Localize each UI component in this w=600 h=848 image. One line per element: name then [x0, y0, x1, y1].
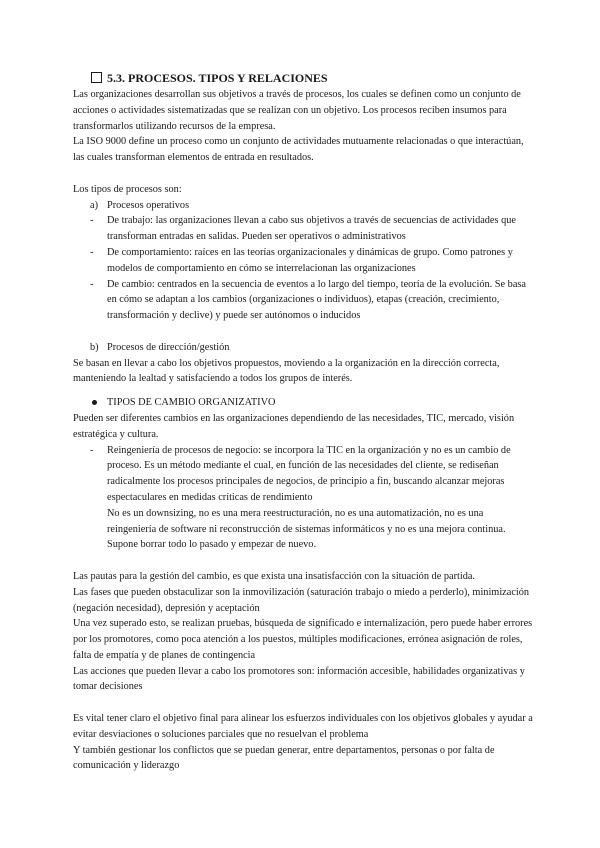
gestion-paragraph-1: Las pautas para la gestión del cambio, es que exista una insatisfacción con la situación de partida.: [73, 570, 476, 582]
dash-item-text: Reingeniería de procesos de negocio: se incorpora la TIC en la organización y no es un cambio de proceso. Es un método mediante el cual, en función de las necesidades del cliente, se rediseñan radicalmente los procesos principales de negocios, de principio a fin, buscando alcanzar mejoras espectaculares en medidas críticas de rendimiento: [107, 444, 511, 503]
dash-item-cambio: [73, 277, 535, 324]
gestion-paragraph-3: Una vez superado esto, se realizan pruebas, búsqueda de significado e internalización, pero puede haber errores por los promotores, como poca atención a los puestos, múltiples modificaciones, errónea asignación de roles, falta de empatía y de planes de contingencia: [73, 618, 533, 661]
gestion-paragraph-4: Las acciones que pueden llevar a cabo los promotores son: información accesible, habilidades organizativas y tomar decisiones: [73, 665, 525, 693]
document-page: [73, 70, 535, 774]
section-title: [91, 70, 535, 87]
list-item-b-label: Procesos de dirección/gestión: [107, 341, 230, 353]
cambio-intro: Pueden ser diferentes cambios en las organizaciones dependiendo de las necesidades, TIC, mercado, visión estratégica y cultura.: [73, 412, 515, 440]
dash-item-text: De comportamiento: raíces en las teorías organizacionales y dinámicas de grupo. Como patrones y modelos de comportamiento en cómo se interrelacionan las organizaciones: [107, 246, 513, 274]
section-title-text: 5.3. PROCESOS. TIPOS Y RELACIONES: [107, 71, 328, 85]
dash-item-reingenieria: [73, 443, 535, 506]
dash-item-trabajo: [73, 213, 535, 245]
list-marker-b: b): [90, 341, 99, 353]
dash-marker: -: [90, 215, 94, 227]
list-item-a: [73, 198, 535, 214]
reingenieria-continuation: No es un downsizing, no es una mera reestructuración, no es una automatización, no es una reingeniería de software ni reconstrucción de sistemas informáticos y no es una mejora continua. Supone borrar todo lo pasado y empezar de nuevo.: [107, 507, 506, 551]
dash-item-text: De trabajo: las organizaciones llevan a cabo sus objetivos a través de secuencias de actividades que transforman entradas en salidas. Pueden ser operativos o administrativos: [107, 215, 516, 243]
final-paragraph-1: Es vital tener claro el objetivo final para alinear los esfuerzos individuales con los objetivos globales y ayudar a evitar desviaciones o soluciones parciales que no resuelvan el problema: [73, 713, 533, 740]
dash-item-comportamiento: [73, 245, 535, 277]
list-item-a-label: Procesos operativos: [107, 199, 190, 211]
direccion-paragraph: Se basan en llevar a cabo los objetivos propuestos, moviendo a la organización en la dirección correcta, manteniendo la lealtad y satisfaciendo a todos los grupos de interés.: [73, 357, 500, 385]
intro-paragraph-2: La ISO 9000 define un proceso como un conjunto de actividades mutuamente relacionadas o que interactúan, las cuales transforman elementos de entrada en resultados.: [73, 136, 524, 164]
cambio-heading: TIPOS DE CAMBIO ORGANIZATIVO: [107, 397, 276, 409]
final-paragraph-2: Y también gestionar los conflictos que se puedan generar, entre departamentos, personas o por falta de comunicación y liderazgo: [73, 744, 495, 772]
tipos-heading: Los tipos de procesos son:: [73, 183, 182, 195]
dash-marker: -: [90, 444, 94, 456]
bullet-icon: [92, 400, 97, 405]
checkbox-empty-icon: [91, 72, 102, 83]
gestion-paragraph-2: Las fases que pueden obstaculizar son la inmovilización (saturación trabajo o miedo a perderlo), minimización (negación necesidad), depresión y aceptación: [73, 586, 530, 614]
list-marker-a: a): [90, 199, 98, 211]
list-item-b: [73, 340, 535, 356]
bullet-item-cambio: [73, 395, 535, 411]
dash-marker: -: [90, 278, 94, 290]
dash-item-text: De cambio: centrados en la secuencia de eventos a lo largo del tiempo, teoría de la evolución. Se basa en cómo se adaptan a los cambios (organizaciones o individuos), etapas (creación, crecimiento, transformación y declive) y puede ser autónomos o inducidos: [107, 278, 526, 322]
dash-marker: -: [90, 246, 94, 258]
intro-paragraph-1: Las organizaciones desarrollan sus objetivos a través de procesos, los cuales se definen como un conjunto de acciones o actividades sistematizadas que se realizan con un objetivo. Los procesos reciben insumos para transformarlos utilizando recursos de la empresa.: [73, 89, 521, 132]
